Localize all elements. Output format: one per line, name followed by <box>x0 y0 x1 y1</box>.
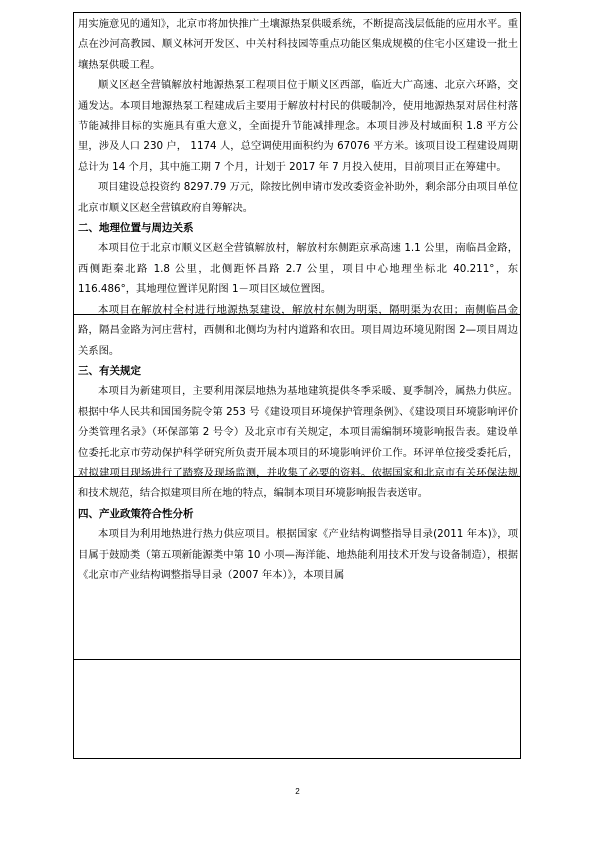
section-heading: 三、有关规定 <box>78 364 141 377</box>
paragraph: 项目建设总投资约 8297.79 万元，除按比例申请市发改委资金补助外，剩余部分由项目单位北京市顺义区赵全营镇政府自筹解决。 <box>78 181 518 214</box>
paragraph: 本项目位于北京市顺义区赵全营镇解放村，解放村东侧距京承高速 1.1 公里，南临昌金路，西侧距秦北路 1.8 公里，北侧距怀昌路 2.7 公里，项目中心地理坐标北 40.211°，东 116.486°，其地理位置详见附图 1－项目区域位置图。 <box>78 242 518 296</box>
paragraph: 顺义区赵全营镇解放村地源热泵工程项目位于顺义区西部，临近大广高速、北京六环路，交通发达。本项目地源热泵工程建成后主要用于解放村村民的供暖制冷，使用地源热泵对居住村落节能减排目标的实施具有重大意义，全面提升节能减排理念。本项目涉及村域面积 1.8 平方公里，涉及人口 230 户， 1174 人，总空调使用面积约为 67076 平方米。该项目设工程建设周期总计为 14 个月，其中施工期 7 个月，计划于 2017 年 7 月投入使用，目前项目正在筹建中。 <box>78 79 518 173</box>
section-heading: 二、地理位置与周边关系 <box>78 222 194 235</box>
section-heading: 四、产业政策符合性分析 <box>78 507 194 520</box>
paragraph: 本项目为利用地热进行热力供应项目。根据国家《产业结构调整指导目录(2011 年本)》，项目属于鼓励类（第五项新能源类中第 10 小项—海洋能、地热能利用技术开发与设备制造），根据《北京市产业结构调整指导目录（2007 年本）》，本项目属 <box>78 528 518 581</box>
paragraph: 本项目在解放村全村进行地源热泵建设，解放村东侧为明渠，隔明渠为农田；南侧临昌金路，隔昌金路为河庄营村，西侧和北侧均为村内道路和农田。项目周边环境见附图 2—项目周边关系图。 <box>78 303 518 357</box>
document-body <box>78 14 518 585</box>
page-number: 2 <box>295 787 300 796</box>
paragraph: 本项目为新建项目，主要利用深层地热为基地建筑提供冬季采暖、夏季制冷，属热力供应。根据中华人民共和国国务院令第 253 号《建设项目环境保护管理条例》、《建设项目环境影响评价分类管理名录》（环保部第 2 号令）及北京市有关规定，本项目需编制环境影响报告表。建设单位委托北京市劳动保护科学研究所负责开展本项目的环境影响评价工作。环评单位接受委托后，对拟建项目现场进行了踏察及现场监测，并收集了必要的资料。依据国家和北京市有关环保法规和技术规范，结合拟建项目所在地的特点，编制本项目环境影响报告表送审。 <box>78 385 518 500</box>
divider <box>73 659 521 660</box>
paragraph: 用实施意见的通知》，北京市将加快推广土壤源热泵供暖系统，不断提高浅层低能的应用水平。重点在沙河高教园、顺义林河开发区、中关村科技园等重点功能区集成规模的住宅小区建设一批土壤热泵供暖工程。 <box>78 18 518 71</box>
